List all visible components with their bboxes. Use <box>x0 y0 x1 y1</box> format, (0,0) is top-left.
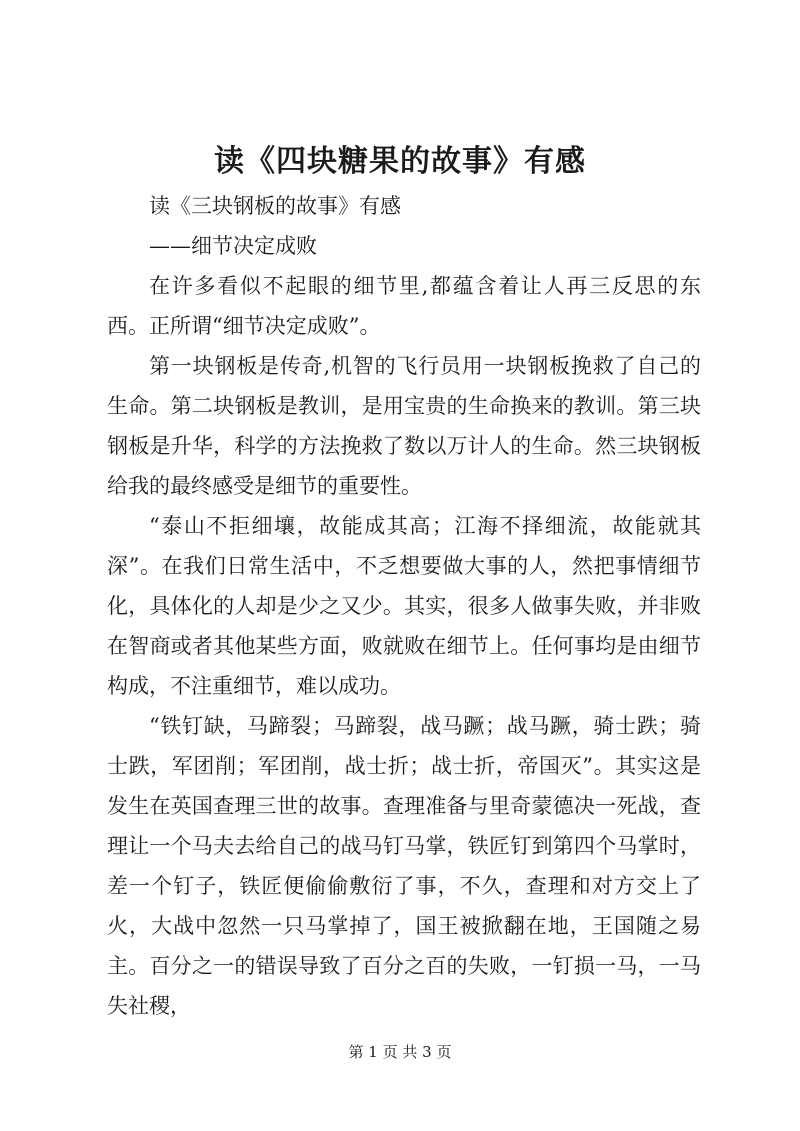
body-paragraph-1: 在许多看似不起眼的细节里,都蕴含着让人再三反思的东西。正所谓“细节决定成败”。 <box>107 274 701 338</box>
document-body <box>107 186 701 1026</box>
subtitle-paragraph: 读《三块钢板的故事》有感 <box>149 194 401 218</box>
body-paragraph-2: 第一块钢板是传奇,机智的飞行员用一块钢板挽救了自己的生命。第二块钢板是教训，是用宝贵的生命换来的教训。第三块钢板是升华，科学的方法挽救了数以万计人的生命。然三块钢板给我的最终感受是细节的重要性。 <box>107 354 701 498</box>
document-title: 读《四块糖果的故事》有感 <box>214 144 586 179</box>
body-paragraph-4: “铁钉缺，马蹄裂；马蹄裂，战马蹶；战马蹶，骑士跌；骑士跌，军团削；军团削，战士折；战士折，帝国灭”。其实这是发生在英国查理三世的故事。查理准备与里奇蒙德决一死战，查理让一个马夫去给自己的战马钉马掌，铁匠钉到第四个马掌时，差一个钉子，铁匠便偷偷敷衍了事，不久，查理和对方交上了火，大战中忽然一只马掌掉了，国王被掀翻在地，王国随之易主。百分之一的错误导致了百分之百的失败，一钉损一马，一马失社稷， <box>107 714 701 1018</box>
body-paragraph-3: “泰山不拒细壤，故能成其高；江海不择细流，故能就其深”。在我们日常生活中，不乏想要做大事的人，然把事情细节化，具体化的人却是少之又少。其实，很多人做事失败，并非败在智商或者其他某些方面，败就败在细节上。任何事均是由细节构成，不注重细节，难以成功。 <box>107 514 701 698</box>
page-footer: 第 1 页 共 3 页 <box>348 1043 452 1061</box>
subtitle-tagline: ——细节决定成败 <box>149 234 317 258</box>
